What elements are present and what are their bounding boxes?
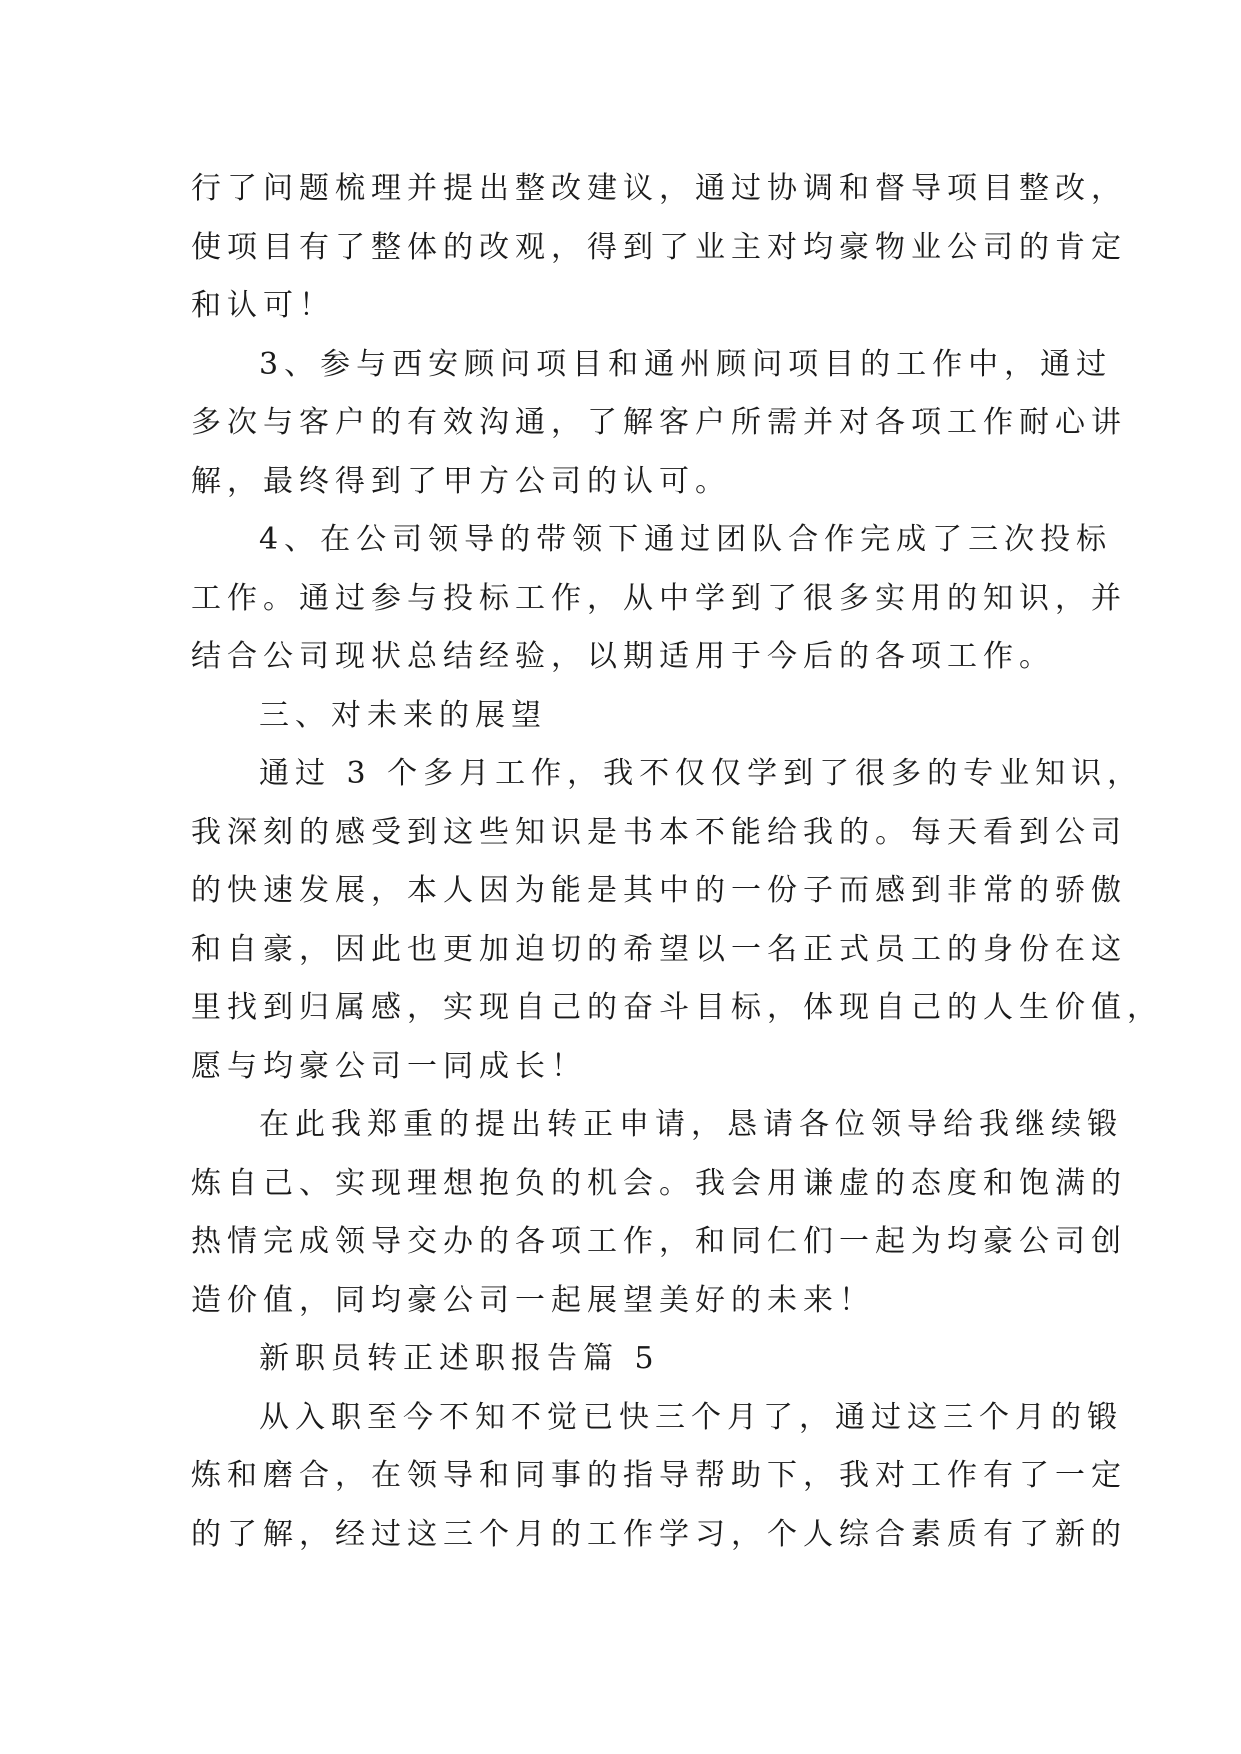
section-heading: 三、对未来的展望 xyxy=(259,697,547,733)
text-line: 多次与客户的有效沟通，了解客户所需并对各项工作耐心讲 xyxy=(191,405,1127,440)
text-line: 造价值，同均豪公司一起展望美好的未来！ xyxy=(191,1282,875,1318)
text-line: 工作。通过参与投标工作，从中学到了很多实用的知识，并 xyxy=(191,580,1127,616)
text-line: 炼自己、实现理想抱负的机会。我会用谦虚的态度和饱满的 xyxy=(191,1165,1127,1201)
text-line: 结合公司现状总结经验，以期适用于今后的各项工作。 xyxy=(191,639,1055,674)
text-line: 的了解，经过这三个月的工作学习，个人综合素质有了新的 xyxy=(191,1516,1127,1552)
text-line: 和认可！ xyxy=(191,288,335,323)
text-line: 和自豪，因此也更加迫切的希望以一名正式员工的身份在这 xyxy=(191,931,1127,967)
text-line: 里找到归属感，实现自己的奋斗目标，体现自己的人生价值， xyxy=(191,990,1163,1025)
text-line: 解，最终得到了甲方公司的认可。 xyxy=(191,463,731,499)
text-line: 热情完成领导交办的各项工作，和同仁们一起为均豪公司创 xyxy=(191,1224,1127,1259)
text-line: 炼和磨合，在领导和同事的指导帮助下，我对工作有了一定 xyxy=(191,1458,1127,1493)
text-line: 3、参与西安顾问项目和通州顾问项目的工作中，通过 xyxy=(259,346,1113,382)
text-line: 通过 3 个多月工作，我不仅仅学到了很多的专业知识， xyxy=(259,756,1144,791)
text-line: 我深刻的感受到这些知识是书本不能给我的。每天看到公司 xyxy=(191,814,1127,850)
article-title: 新职员转正述职报告篇 5 xyxy=(259,1341,660,1376)
text-line: 从入职至今不知不觉已快三个月了，通过这三个月的锻 xyxy=(259,1399,1123,1435)
text-line: 愿与均豪公司一同成长！ xyxy=(191,1048,587,1084)
text-line: 行了问题梳理并提出整改建议，通过协调和督导项目整改， xyxy=(191,171,1127,206)
text-line: 在此我郑重的提出转正申请，恳请各位领导给我继续锻 xyxy=(259,1107,1123,1142)
text-line: 的快速发展，本人因为能是其中的一份子而感到非常的骄傲 xyxy=(191,873,1127,908)
text-line: 使项目有了整体的改观，得到了业主对均豪物业公司的肯定 xyxy=(191,229,1127,265)
document-body xyxy=(191,160,1163,1564)
text-line: 4、在公司领导的带领下通过团队合作完成了三次投标 xyxy=(259,522,1113,557)
